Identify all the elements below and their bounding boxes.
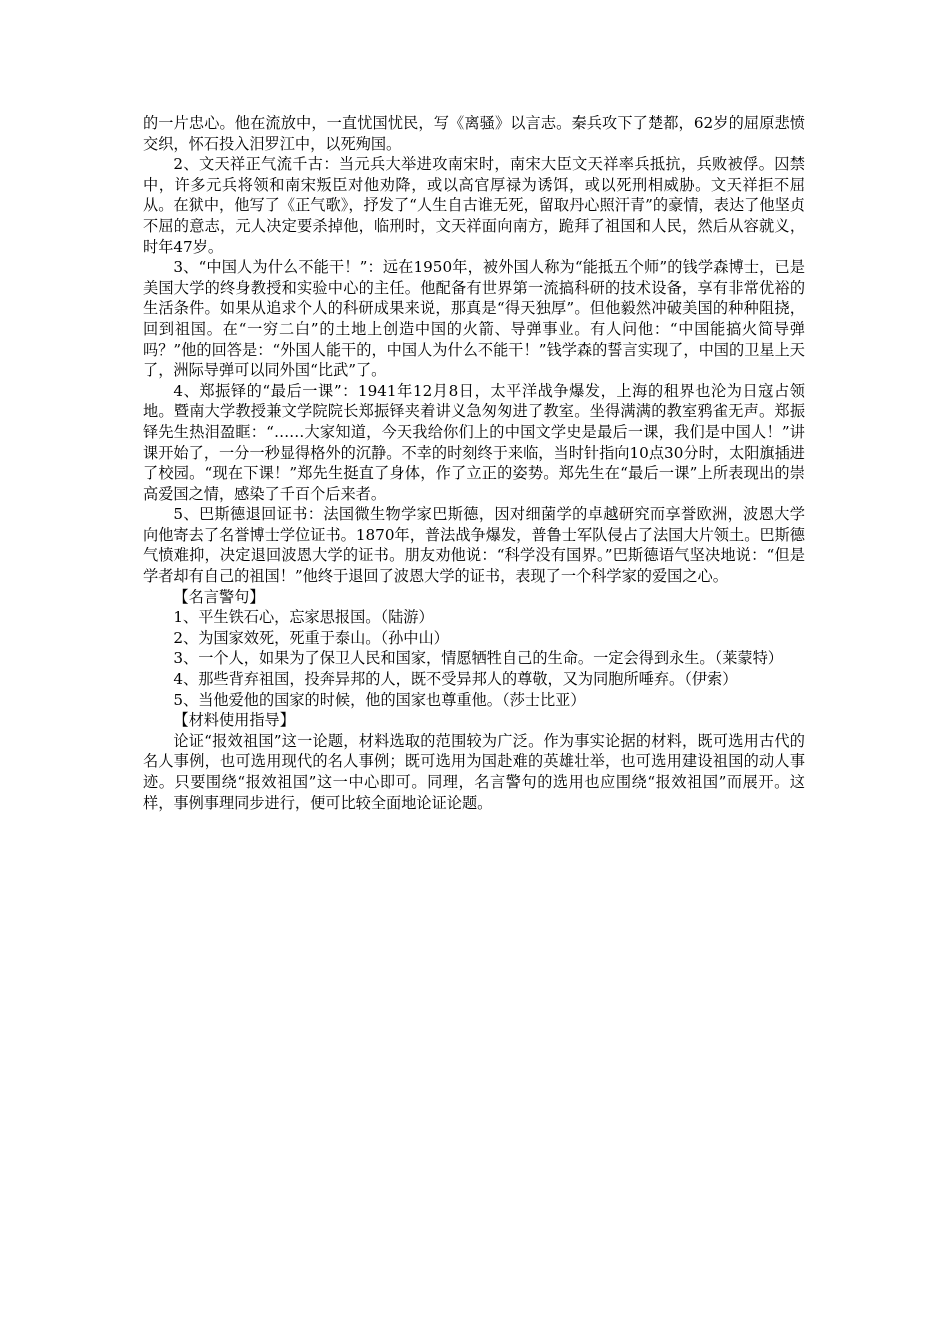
document-body (143, 113, 805, 813)
paragraph-pasteur: 5、巴斯德退回证书：法国微生物学家巴斯德，因对细菌学的卓越研究而享誉欧洲，波恩大学向他寄去了名誉博士学位证书。1870年，普法战争爆发，普鲁士军队侵占了法国大片领土。巴斯德气愤难抑，决定退回波恩大学的证书。朋友劝他说：“科学没有国界。”巴斯德语气坚决地说：“但是学者却有自己的祖国！”他终于退回了波恩大学的证书，表现了一个科学家的爱国之心。 (143, 505, 805, 586)
section-heading-guidance: 【材料使用指导】 (173, 711, 295, 730)
paragraph-qian-xuesen: 3、“中国人为什么不能干！”：远在1950年，被外国人称为“能抵五个师”的钱学森博士，已是美国大学的终身教授和实验中心的主任。他配备有世界第一流搞科研的技术设备，享有非常优裕的生活条件。如果从追求个人的科研成果来说，那真是“得天独厚”。但他毅然冲破美国的种种阻挠，回到祖国。在“一穷二白”的土地上创造中国的火箭、导弹事业。有人问他：“中国能搞火简导弹吗？”他的回答是：“外国人能干的，中国人为什么不能干！”钱学森的誓言实现了，中国的卫星上天了，洲际导弹可以同外国“比武”了。 (143, 258, 805, 380)
paragraph-guidance: 论证“报效祖国”这一论题，材料选取的范围较为广泛。作为事实论据的材料，既可选用古代的名人事例，也可选用现代的名人事例；既可选用为国赴难的英雄壮举，也可选用建设祖国的动人事迹。只要围绕“报效祖国”这一中心即可。同理，名言警句的选用也应围绕“报效祖国”而展开。这样，事例事理同步进行，便可比较全面地论证论题。 (143, 731, 805, 812)
section-heading-quotes: 【名言警句】 (173, 587, 265, 606)
quote-item: 5、当他爱他的国家的时候，他的国家也尊重他。（莎士比亚） (173, 690, 586, 709)
quote-item: 4、那些背弃祖国，投奔异邦的人，既不受异邦人的尊敬，又为同胞所唾弃。（伊索） (173, 670, 738, 689)
quote-item: 1、平生铁石心，忘家思报国。（陆游） (173, 608, 434, 627)
quote-item: 3、一个人，如果为了保卫人民和国家，情愿牺牲自己的生命。一定会得到永生。（莱蒙特） (173, 649, 783, 668)
paragraph-wen-tianxiang: 2、文天祥正气流千古：当元兵大举进攻南宋时，南宋大臣文天祥率兵抵抗，兵败被俘。囚禁中，许多元兵将领和南宋叛臣对他劝降，或以高官厚禄为诱饵，或以死刑相威胁。文天祥拒不屈从。在狱中，他写了《正气歌》，抒发了“人生自古谁无死，留取丹心照汗青”的豪情，表达了他坚贞不屈的意志，元人决定要杀掉他，临刑时，文天祥面向南方，跪拜了祖国和人民，然后从容就义，时年47岁。 (143, 155, 805, 256)
paragraph-quyuan-continued: 的一片忠心。他在流放中，一直忧国忧民，写《离骚》以言志。秦兵攻下了楚都，62岁的屈原悲愤交织，怀石投入汨罗江中，以死殉国。 (143, 114, 805, 153)
paragraph-zheng-zhenduo: 4、郑振铎的“最后一课”：1941年12月8日，太平洋战争爆发，上海的租界也沦为日寇占领地。暨南大学教授兼文学院院长郑振铎夹着讲义急匆匆进了教室。坐得满满的教室鸦雀无声。郑振铎先生热泪盈眶：“……大家知道，今天我给你们上的中国文学史是最后一课，我们是中国人！”讲课开始了，一分一秒显得格外的沉静。不幸的时刻终于来临，当时针指向10点30分时，太阳旗插进了校园。“现在下课！”郑先生挺直了身体，作了立正的姿势。郑先生在“最后一课”上所表现出的崇高爱国之情，感染了千百个后来者。 (143, 381, 805, 503)
quote-item: 2、为国家效死，死重于泰山。（孙中山） (173, 628, 449, 647)
